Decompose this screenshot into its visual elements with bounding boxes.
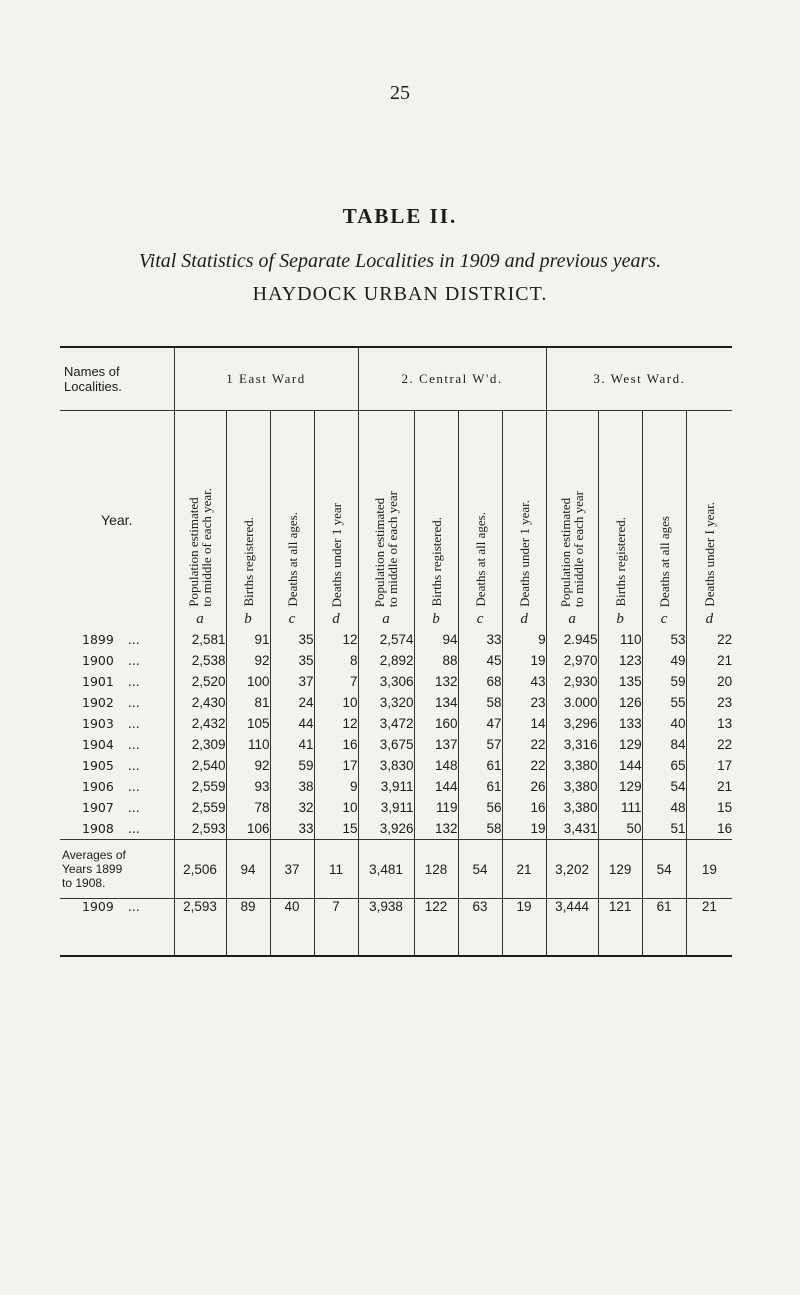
table-cell: 12 — [314, 629, 358, 650]
table-cell: 2,970 — [546, 650, 598, 671]
table-cell: 58 — [458, 692, 502, 713]
table-cell: 68 — [458, 671, 502, 692]
table-cell: 2.945 — [546, 629, 598, 650]
table-cell: 135 — [598, 671, 642, 692]
year-value: 1909 — [82, 899, 114, 914]
table-cell: 3,911 — [358, 776, 414, 797]
table-cell: 129 — [598, 776, 642, 797]
table-cell: 148 — [414, 755, 458, 776]
table-cell: 160 — [414, 713, 458, 734]
column-header — [458, 411, 502, 630]
year-cell — [60, 899, 174, 957]
year-cell — [60, 713, 174, 734]
averages-label-line: Averages of — [62, 848, 126, 862]
averages-cell: 3,202 — [546, 840, 598, 899]
column-header — [314, 411, 358, 630]
table-cell: 93 — [226, 776, 270, 797]
column-header — [598, 411, 642, 630]
table-cell: 50 — [598, 818, 642, 840]
table-cell: 35 — [270, 629, 314, 650]
table-cell: 2,930 — [546, 671, 598, 692]
averages-cell: 54 — [458, 840, 502, 899]
table-cell: 16 — [502, 797, 546, 818]
averages-label-line: to 1908. — [62, 876, 106, 890]
current-year-row — [60, 899, 732, 957]
table-cell: 132 — [414, 671, 458, 692]
names-of-localities-label: Names of Localities. — [60, 347, 174, 411]
column-letter: c — [660, 611, 668, 627]
table-row — [60, 671, 732, 692]
table-cell: 132 — [414, 818, 458, 840]
table-cell: 106 — [226, 818, 270, 840]
table-cell: 110 — [226, 734, 270, 755]
table-title: TABLE II. — [342, 204, 458, 228]
table-cell: 33 — [458, 629, 502, 650]
year-cell — [60, 755, 174, 776]
year-cell — [60, 776, 174, 797]
averages-row — [60, 840, 732, 899]
leader-dots: ... — [127, 821, 140, 836]
leader-dots: ... — [127, 779, 140, 794]
year-value: 1899 — [82, 632, 114, 647]
table-cell: 2,581 — [174, 629, 226, 650]
table-cell: 45 — [458, 650, 502, 671]
column-header — [226, 411, 270, 630]
table-cell: 89 — [226, 899, 270, 957]
table-cell: 123 — [598, 650, 642, 671]
averages-cell: 19 — [686, 840, 732, 899]
table-cell: 8 — [314, 650, 358, 671]
table-cell: 51 — [642, 818, 686, 840]
table-cell: 3,380 — [546, 797, 598, 818]
table-cell: 54 — [642, 776, 686, 797]
table-cell: 20 — [717, 674, 733, 689]
leader-dots: ... — [127, 632, 140, 647]
table-cell: 53 — [642, 629, 686, 650]
table-cell: 144 — [414, 776, 458, 797]
table-cell: 58 — [458, 818, 502, 840]
table-cell: 2,432 — [174, 713, 226, 734]
year-cell — [60, 797, 174, 818]
column-header — [358, 411, 414, 630]
table-cell: 16 — [717, 821, 733, 836]
table-cell: 59 — [270, 755, 314, 776]
table-cell: 137 — [414, 734, 458, 755]
column-header-label: Births registered. — [428, 517, 444, 607]
table-cell: 2,892 — [358, 650, 414, 671]
column-letter: a — [382, 611, 390, 627]
table-row — [60, 713, 732, 734]
table-cell: 21 — [686, 899, 732, 957]
table-cell: 49 — [642, 650, 686, 671]
table-cell: 2,593 — [174, 818, 226, 840]
averages-cell: 21 — [502, 840, 546, 899]
table-cell: 133 — [598, 713, 642, 734]
table-cell: 110 — [598, 629, 642, 650]
table-cell: 7 — [314, 899, 358, 957]
averages-cell: 37 — [270, 840, 314, 899]
year-cell — [60, 671, 174, 692]
year-value: 1900 — [82, 653, 114, 668]
table-cell: 40 — [270, 899, 314, 957]
year-cell — [60, 818, 174, 840]
table-cell: 2,430 — [174, 692, 226, 713]
table-cell: 21 — [717, 779, 733, 794]
column-header-label: Population estimated to middle of each year. — [186, 488, 214, 607]
table-cell: 2,559 — [174, 776, 226, 797]
table-cell: 2,540 — [174, 755, 226, 776]
ward-header-row — [60, 347, 732, 411]
column-header — [414, 411, 458, 630]
table-row — [60, 776, 732, 797]
table-cell: 2,559 — [174, 797, 226, 818]
table-cell: 26 — [502, 776, 546, 797]
table-cell: 3,675 — [358, 734, 414, 755]
table-cell: 3,938 — [358, 899, 414, 957]
table-cell: 3,911 — [358, 797, 414, 818]
table-cell: 32 — [270, 797, 314, 818]
leader-dots: ... — [127, 716, 140, 731]
table-subtitle: Vital Statistics of Separate Localities in 1909 and previous years. — [138, 250, 662, 272]
table-cell: 3,296 — [546, 713, 598, 734]
table-cell: 3,926 — [358, 818, 414, 840]
table-cell: 121 — [598, 899, 642, 957]
page-number: 25 — [390, 82, 410, 104]
table-cell: 7 — [314, 671, 358, 692]
table-cell: 57 — [458, 734, 502, 755]
column-header-label: Deaths under I year. — [701, 502, 717, 607]
table-cell: 100 — [226, 671, 270, 692]
table-cell: 81 — [226, 692, 270, 713]
table-cell: 47 — [458, 713, 502, 734]
table-cell: 3,320 — [358, 692, 414, 713]
year-cell — [60, 650, 174, 671]
column-header-row — [60, 411, 732, 630]
table-cell: 3,444 — [546, 899, 598, 957]
table-cell: 19 — [502, 818, 546, 840]
table-cell: 134 — [414, 692, 458, 713]
table-cell: 38 — [270, 776, 314, 797]
averages-cell: 54 — [642, 840, 686, 899]
column-header-label: Population estimated to middle of each year — [372, 490, 401, 607]
column-header — [642, 411, 686, 630]
year-value: 1905 — [82, 758, 114, 773]
table-cell: 91 — [226, 629, 270, 650]
table-cell: 23 — [502, 692, 546, 713]
year-cell — [60, 629, 174, 650]
table-cell: 9 — [502, 629, 546, 650]
table-row — [60, 629, 732, 650]
vital-statistics-table — [60, 346, 732, 957]
table-cell: 48 — [642, 797, 686, 818]
ward-title-central: 2. Central W'd. — [358, 347, 546, 411]
table-cell: 41 — [270, 734, 314, 755]
year-column-label: Year. — [60, 411, 174, 630]
table-cell: 10 — [314, 692, 358, 713]
column-header-label: Deaths at all ages. — [284, 512, 300, 607]
column-letter: d — [332, 611, 340, 627]
table-cell: 9 — [314, 776, 358, 797]
averages-cell: 94 — [226, 840, 270, 899]
column-letter: c — [476, 611, 484, 627]
table-cell: 22 — [502, 734, 546, 755]
column-header — [502, 411, 546, 630]
year-value: 1907 — [82, 800, 114, 815]
table-cell: 61 — [458, 755, 502, 776]
table-cell: 119 — [414, 797, 458, 818]
averages-label-line: Years 1899 — [62, 862, 123, 876]
leader-dots: ... — [127, 674, 140, 689]
table-cell: 22 — [717, 632, 733, 647]
table-cell: 2,538 — [174, 650, 226, 671]
averages-cell: 11 — [314, 840, 358, 899]
table-cell: 61 — [642, 899, 686, 957]
table-cell: 15 — [717, 800, 733, 815]
year-value: 1902 — [82, 695, 114, 710]
column-header-label: Births registered. — [240, 517, 256, 607]
table-row — [60, 755, 732, 776]
table-cell: 2,574 — [358, 629, 414, 650]
averages-label — [60, 840, 174, 899]
table-cell: 56 — [458, 797, 502, 818]
leader-dots: ... — [127, 737, 140, 752]
table-cell: 55 — [642, 692, 686, 713]
leader-dots: ... — [127, 899, 140, 914]
table-cell: 2,309 — [174, 734, 226, 755]
column-letter: c — [288, 611, 296, 627]
table-cell: 23 — [717, 695, 733, 710]
leader-dots: ... — [127, 653, 140, 668]
column-letter: a — [568, 611, 576, 627]
table-cell: 33 — [270, 818, 314, 840]
column-header-label: Deaths at all ages — [656, 515, 672, 607]
table-cell: 92 — [226, 755, 270, 776]
table-cell: 16 — [314, 734, 358, 755]
table-cell: 12 — [314, 713, 358, 734]
year-value: 1904 — [82, 737, 114, 752]
table-cell: 17 — [717, 758, 733, 773]
table-cell: 129 — [598, 734, 642, 755]
table-cell: 59 — [642, 671, 686, 692]
district-name: HAYDOCK URBAN DISTRICT. — [252, 283, 548, 305]
column-header — [270, 411, 314, 630]
column-letter: b — [616, 611, 624, 627]
table-cell: 22 — [717, 737, 733, 752]
table-cell: 10 — [314, 797, 358, 818]
table-row — [60, 692, 732, 713]
table-cell: 17 — [314, 755, 358, 776]
table-cell: 126 — [598, 692, 642, 713]
table-cell: 2,593 — [174, 899, 226, 957]
column-header — [686, 411, 732, 630]
year-cell — [60, 734, 174, 755]
table-cell: 63 — [458, 899, 502, 957]
averages-cell: 129 — [598, 840, 642, 899]
table-cell: 44 — [270, 713, 314, 734]
table-row — [60, 734, 732, 755]
table-cell: 15 — [314, 818, 358, 840]
table-cell: 144 — [598, 755, 642, 776]
table-cell: 65 — [642, 755, 686, 776]
column-header-label: Deaths under 1 year. — [516, 500, 532, 607]
table-cell: 13 — [717, 716, 733, 731]
table-cell: 3,380 — [546, 776, 598, 797]
table-cell: 84 — [642, 734, 686, 755]
leader-dots: ... — [127, 695, 140, 710]
leader-dots: ... — [127, 800, 140, 815]
column-header-label: Population estimated to middle of each year — [558, 490, 587, 607]
ward-title-east: 1 East Ward — [174, 347, 358, 411]
column-header-label: Births registered. — [612, 517, 628, 607]
table-cell: 3,431 — [546, 818, 598, 840]
table-cell: 122 — [414, 899, 458, 957]
table-cell: 3.000 — [546, 692, 598, 713]
table-cell: 43 — [502, 671, 546, 692]
table-cell: 61 — [458, 776, 502, 797]
table-cell: 2,520 — [174, 671, 226, 692]
table-cell: 3,472 — [358, 713, 414, 734]
year-value: 1908 — [82, 821, 114, 836]
column-header-label: Deaths at all ages. — [472, 512, 488, 607]
year-value: 1906 — [82, 779, 114, 794]
table-cell: 40 — [642, 713, 686, 734]
table-cell: 19 — [502, 899, 546, 957]
table-cell: 88 — [414, 650, 458, 671]
table-row — [60, 650, 732, 671]
column-header — [174, 411, 226, 630]
table-cell: 92 — [226, 650, 270, 671]
year-value: 1903 — [82, 716, 114, 731]
averages-cell: 3,481 — [358, 840, 414, 899]
averages-cell: 2,506 — [174, 840, 226, 899]
column-letter: d — [705, 611, 714, 627]
table-cell: 105 — [226, 713, 270, 734]
column-header — [546, 411, 598, 630]
column-letter: d — [520, 611, 528, 627]
table-cell: 94 — [414, 629, 458, 650]
table-cell: 3,316 — [546, 734, 598, 755]
table-cell: 78 — [226, 797, 270, 818]
table-row — [60, 797, 732, 818]
column-letter: b — [432, 611, 440, 627]
table-cell: 111 — [598, 797, 642, 818]
table-row — [60, 818, 732, 840]
table-cell: 21 — [717, 653, 733, 668]
table-cell: 19 — [502, 650, 546, 671]
table-cell: 35 — [270, 650, 314, 671]
table-cell: 3,306 — [358, 671, 414, 692]
year-value: 1901 — [82, 674, 114, 689]
averages-cell: 128 — [414, 840, 458, 899]
table-cell: 3,830 — [358, 755, 414, 776]
table-cell: 14 — [502, 713, 546, 734]
leader-dots: ... — [127, 758, 140, 773]
column-header-label: Deaths under 1 year — [328, 502, 344, 607]
table-cell: 24 — [270, 692, 314, 713]
ward-title-west: 3. West Ward. — [546, 347, 732, 411]
table-cell: 37 — [270, 671, 314, 692]
table-cell: 3,380 — [546, 755, 598, 776]
year-cell — [60, 692, 174, 713]
column-letter: a — [196, 611, 204, 627]
column-letter: b — [244, 611, 252, 627]
table-cell: 22 — [502, 755, 546, 776]
